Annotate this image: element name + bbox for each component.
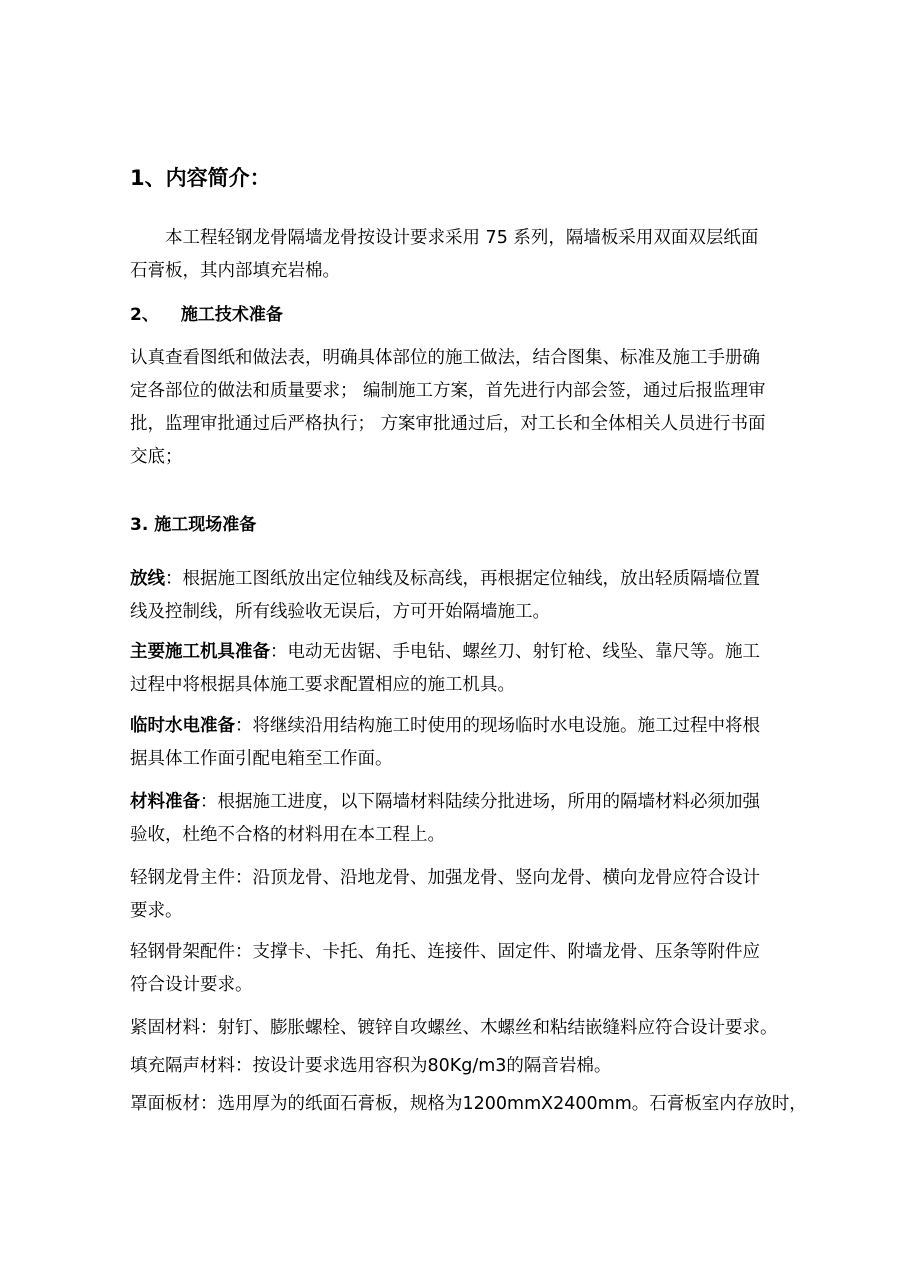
materials-boards bbox=[130, 1088, 807, 1121]
section-2-title: 施工技术准备 bbox=[180, 305, 283, 325]
paragraph-line: 符合设计要求。 bbox=[130, 975, 253, 995]
item-text: 线及控制线，所有线验收无误后，方可开始隔墙施工。 bbox=[130, 602, 550, 622]
item-text: 据具体工作面引配电箱至工作面。 bbox=[130, 749, 393, 769]
section-3-heading: 3. 施工现场准备 bbox=[130, 515, 257, 535]
paragraph-line: 要求。 bbox=[130, 901, 183, 921]
item-text: ：根据施工图纸放出定位轴线及标高线，再根据定位轴线，放出轻质隔墙位置 bbox=[165, 569, 760, 589]
paragraph-line: 定各部位的做法和质量要求； 编制施工方案，首先进行内部会签，通过后报监理审 bbox=[130, 381, 766, 401]
paragraph-line: 罩面板材：选用厚为的纸面石膏板，规格为1200mmX2400mm。石膏板室内存放时， bbox=[130, 1094, 807, 1114]
materials-keel-main bbox=[130, 862, 800, 928]
item-text: ：电动无齿锯、手电钻、螺丝刀、射钉枪、线坠、靠尺等。施工 bbox=[270, 642, 760, 662]
item-text: 验收，杜绝不合格的材料用在本工程上。 bbox=[130, 825, 445, 845]
section-3-item-materials bbox=[130, 786, 800, 852]
section-2-heading bbox=[130, 300, 283, 325]
section-2-paragraph bbox=[130, 342, 800, 474]
materials-fasteners bbox=[130, 1012, 800, 1045]
section-1-heading: 1、内容简介： bbox=[130, 166, 271, 190]
materials-keel-parts bbox=[130, 936, 800, 1002]
item-text: ：将继续沿用结构施工时使用的现场临时水电设施。施工过程中将根 bbox=[235, 716, 760, 736]
item-text: 过程中将根据具体施工要求配置相应的施工机具。 bbox=[130, 675, 515, 695]
paragraph-line: 认真查看图纸和做法表，明确具体部位的施工做法，结合图集、标准及施工手册确 bbox=[130, 348, 760, 368]
item-label: 材料准备 bbox=[130, 792, 200, 812]
item-label: 临时水电准备 bbox=[130, 716, 235, 736]
paragraph-line: 轻钢骨架配件：支撑卡、卡托、角托、连接件、固定件、附墙龙骨、压条等附件应 bbox=[130, 942, 760, 962]
section-3-item-setout bbox=[130, 563, 800, 629]
paragraph-line: 交底； bbox=[130, 447, 183, 467]
section-2-number: 2、 bbox=[130, 305, 159, 325]
item-label: 放线 bbox=[130, 569, 165, 589]
item-text: ：根据施工进度，以下隔墙材料陆续分批进场，所用的隔墙材料必须加强 bbox=[200, 792, 760, 812]
paragraph-line: 批，监理审批通过后严格执行； 方案审批通过后，对工长和全体相关人员进行书面 bbox=[130, 414, 766, 434]
section-3-item-utilities bbox=[130, 710, 800, 776]
paragraph-line: 本工程轻钢龙骨隔墙龙骨按设计要求采用 75 系列，隔墙板采用双面双层纸面 bbox=[165, 228, 759, 248]
materials-insulation bbox=[130, 1050, 800, 1083]
section-1-paragraph bbox=[130, 222, 800, 288]
paragraph-line: 填充隔声材料：按设计要求选用容积为80Kg/m3的隔音岩棉。 bbox=[130, 1056, 612, 1076]
section-3-item-tools bbox=[130, 636, 800, 702]
item-label: 主要施工机具准备 bbox=[130, 642, 270, 662]
paragraph-line: 紧固材料：射钉、膨胀螺栓、镀锌自攻螺丝、木螺丝和粘结嵌缝料应符合设计要求。 bbox=[130, 1018, 778, 1038]
paragraph-line: 轻钢龙骨主件：沿顶龙骨、沿地龙骨、加强龙骨、竖向龙骨、横向龙骨应符合设计 bbox=[130, 868, 760, 888]
paragraph-line: 石膏板，其内部填充岩棉。 bbox=[130, 261, 340, 281]
